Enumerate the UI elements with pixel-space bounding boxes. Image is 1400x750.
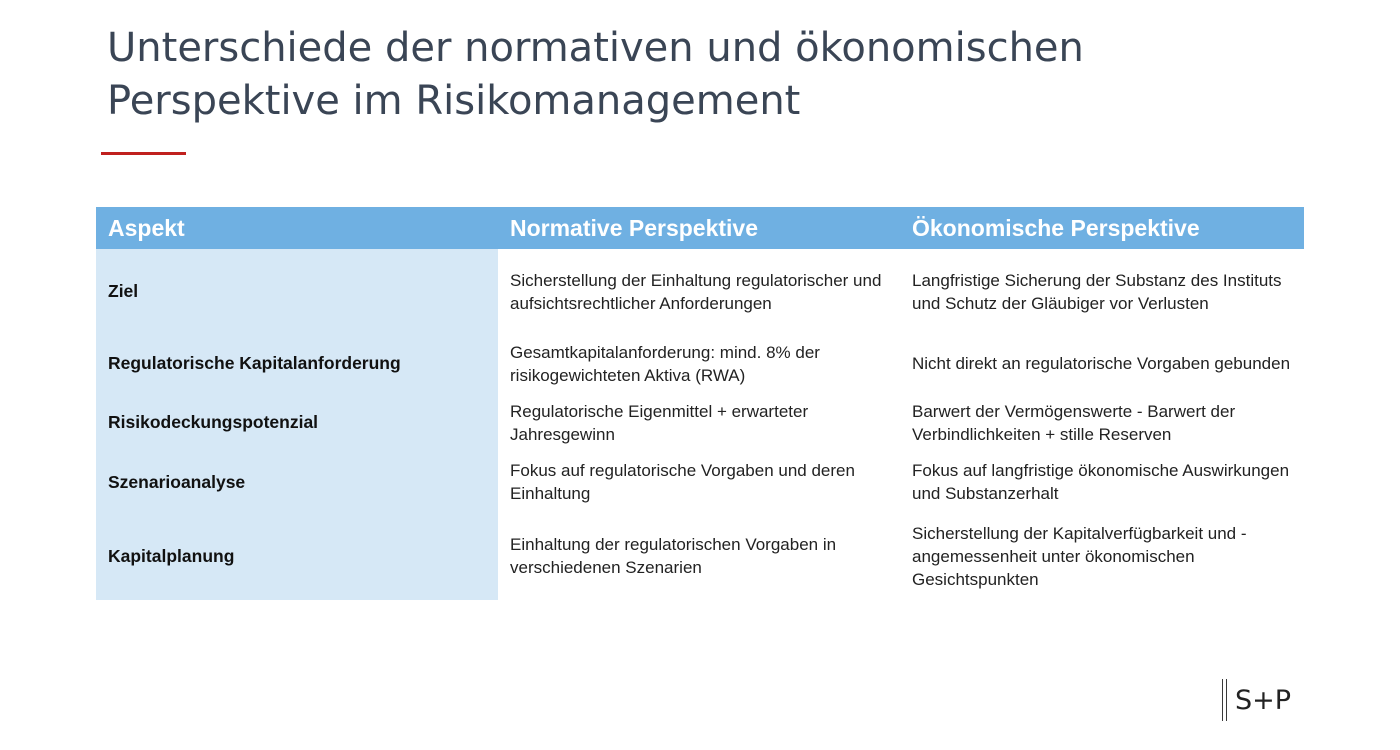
row-normative: Fokus auf regulatorische Vorgaben und deren Einhaltung — [510, 461, 855, 503]
row-normative: Gesamtkapitalanforderung: mind. 8% der risikogewichteten Aktiva (RWA) — [510, 342, 820, 385]
title-accent-rule — [101, 152, 186, 155]
company-logo — [1222, 678, 1291, 722]
row-aspect: Kapitalplanung — [96, 512, 498, 600]
row-aspect: Szenarioanalyse — [96, 452, 498, 512]
header-economic: Ökonomische Perspektive — [900, 207, 1304, 249]
row-aspect: Regulatorische Kapitalanforderung — [96, 334, 498, 393]
slide-title: Unterschiede der normativen und ökonomischen Perspektive im Risikomanagement — [107, 25, 1084, 124]
row-normative: Regulatorische Eigenmittel + erwarteter Jahresgewinn — [510, 401, 809, 444]
row-economic: Sicherstellung der Kapitalverfügbarkeit und -angemessenheit unter ökonomischen Gesichtspunkten — [912, 523, 1247, 589]
row-economic: Fokus auf langfristige ökonomische Auswirkungen und Substanzerhalt — [912, 461, 1290, 503]
row-normative: Sicherstellung der Einhaltung regulatorischer und aufsichtsrechtlicher Anforderungen — [510, 270, 882, 313]
table-row — [96, 393, 1304, 452]
double-bar-logo-icon — [1222, 679, 1227, 721]
table-row — [96, 249, 1304, 334]
row-economic: Nicht direkt an regulatorische Vorgaben gebunden — [912, 354, 1291, 373]
table-row — [96, 334, 1304, 393]
row-economic: Barwert der Vermögenswerte - Barwert der Verbindlichkeiten + stille Reserven — [912, 401, 1236, 444]
header-normative: Normative Perspektive — [498, 207, 900, 249]
comparison-table — [96, 207, 1304, 600]
table-row — [96, 452, 1304, 512]
row-aspect: Ziel — [96, 249, 498, 334]
table-row — [96, 512, 1304, 600]
header-aspect: Aspekt — [96, 207, 498, 249]
logo-text: S+P — [1235, 684, 1292, 716]
row-economic: Langfristige Sicherung der Substanz des Instituts und Schutz der Gläubiger vor Verlusten — [912, 270, 1282, 313]
row-aspect: Risikodeckungspotenzial — [96, 393, 498, 452]
row-normative: Einhaltung der regulatorischen Vorgaben in verschiedenen Szenarien — [510, 535, 837, 577]
table-header-row — [96, 207, 1304, 249]
